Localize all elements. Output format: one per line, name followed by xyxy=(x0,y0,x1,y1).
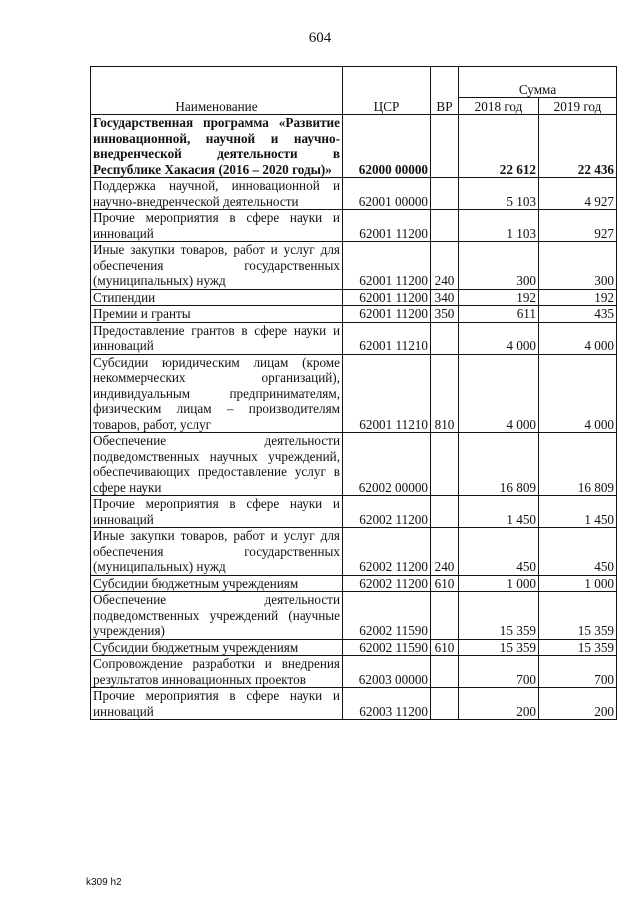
cell-2018: 200 xyxy=(459,688,539,720)
cell-vr: 350 xyxy=(431,306,459,323)
cell-2018: 4 000 xyxy=(459,354,539,433)
cell-csr: 62001 11200 xyxy=(343,242,431,290)
table-row xyxy=(91,639,617,656)
cell-csr: 62000 00000 xyxy=(343,115,431,178)
cell-name: Субсидии бюджетным учреждениям xyxy=(91,575,343,592)
cell-2019: 192 xyxy=(539,289,617,306)
header-year-2018: 2018 год xyxy=(459,98,539,115)
cell-2018: 1 000 xyxy=(459,575,539,592)
cell-csr: 62001 11200 xyxy=(343,289,431,306)
cell-vr: 240 xyxy=(431,528,459,576)
cell-2019: 1 450 xyxy=(539,496,617,528)
table-row xyxy=(91,115,617,178)
page-number: 604 xyxy=(308,30,332,46)
cell-vr xyxy=(431,210,459,242)
cell-csr: 62003 00000 xyxy=(343,656,431,688)
table-row xyxy=(91,433,617,496)
cell-name: Премии и гранты xyxy=(91,306,343,323)
cell-name: Прочие мероприятия в сфере науки и инноваций xyxy=(91,496,343,528)
cell-csr: 62002 11200 xyxy=(343,528,431,576)
cell-2019: 700 xyxy=(539,656,617,688)
table-row xyxy=(91,354,617,433)
table-row xyxy=(91,242,617,290)
cell-vr xyxy=(431,115,459,178)
cell-2018: 192 xyxy=(459,289,539,306)
header-sum: Сумма xyxy=(459,67,617,98)
cell-2019: 200 xyxy=(539,688,617,720)
table-row xyxy=(91,688,617,720)
cell-csr: 62001 11200 xyxy=(343,306,431,323)
budget-table xyxy=(90,66,617,720)
cell-vr: 810 xyxy=(431,354,459,433)
cell-csr: 62001 11210 xyxy=(343,322,431,354)
cell-name: Иные закупки товаров, работ и услуг для обеспечения государственных (муниципальных) нужд xyxy=(91,242,343,290)
cell-vr xyxy=(431,656,459,688)
cell-csr: 62002 00000 xyxy=(343,433,431,496)
cell-csr: 62002 11200 xyxy=(343,496,431,528)
cell-2018: 1 450 xyxy=(459,496,539,528)
cell-2019: 435 xyxy=(539,306,617,323)
cell-name: Поддержка научной, инновационной и научно-внедренческой деятельности xyxy=(91,178,343,210)
cell-name: Иные закупки товаров, работ и услуг для обеспечения государственных (муниципальных) нужд xyxy=(91,528,343,576)
table-row xyxy=(91,210,617,242)
cell-2018: 300 xyxy=(459,242,539,290)
cell-csr: 62003 11200 xyxy=(343,688,431,720)
cell-vr xyxy=(431,322,459,354)
cell-2018: 16 809 xyxy=(459,433,539,496)
cell-2018: 1 103 xyxy=(459,210,539,242)
table-row xyxy=(91,289,617,306)
cell-2019: 15 359 xyxy=(539,592,617,640)
header-vr: ВР xyxy=(431,67,459,115)
cell-2019: 450 xyxy=(539,528,617,576)
cell-name: Обеспечение деятельности подведомственных научных учреждений, обеспечивающих предоставление услуг в сфере науки xyxy=(91,433,343,496)
cell-name: Предоставление грантов в сфере науки и инноваций xyxy=(91,322,343,354)
table-row xyxy=(91,656,617,688)
footer-code: k309 h2 xyxy=(86,877,122,888)
header-csr: ЦСР xyxy=(343,67,431,115)
cell-2019: 1 000 xyxy=(539,575,617,592)
cell-vr: 610 xyxy=(431,639,459,656)
table-row xyxy=(91,306,617,323)
cell-2019: 4 000 xyxy=(539,354,617,433)
cell-name: Государственная программа «Развитие инновационной, научной и научно-внедренческой деятельности в Республике Хакасия (2016 – 2020 годы)» xyxy=(91,115,343,178)
cell-name: Стипендии xyxy=(91,289,343,306)
header-year-2019: 2019 год xyxy=(539,98,617,115)
cell-name: Субсидии юридическим лицам (кроме некоммерческих организаций), индивидуальным предпринимателям, физическим лицам – производителям товаров, работ, услуг xyxy=(91,354,343,433)
cell-name: Сопровождение разработки и внедрения результатов инновационных проектов xyxy=(91,656,343,688)
cell-2019: 4 000 xyxy=(539,322,617,354)
cell-csr: 62002 11590 xyxy=(343,592,431,640)
table-row xyxy=(91,178,617,210)
cell-2018: 700 xyxy=(459,656,539,688)
table-header xyxy=(91,67,617,115)
cell-2018: 15 359 xyxy=(459,639,539,656)
cell-vr: 240 xyxy=(431,242,459,290)
cell-name: Прочие мероприятия в сфере науки и инноваций xyxy=(91,688,343,720)
cell-vr: 610 xyxy=(431,575,459,592)
cell-csr: 62001 00000 xyxy=(343,178,431,210)
cell-2019: 16 809 xyxy=(539,433,617,496)
cell-csr: 62001 11210 xyxy=(343,354,431,433)
cell-2019: 300 xyxy=(539,242,617,290)
cell-2018: 15 359 xyxy=(459,592,539,640)
cell-2019: 927 xyxy=(539,210,617,242)
header-name: Наименование xyxy=(91,67,343,115)
cell-vr xyxy=(431,496,459,528)
cell-name: Прочие мероприятия в сфере науки и инноваций xyxy=(91,210,343,242)
cell-2018: 4 000 xyxy=(459,322,539,354)
cell-2019: 15 359 xyxy=(539,639,617,656)
table-row xyxy=(91,528,617,576)
cell-vr xyxy=(431,592,459,640)
table-row xyxy=(91,575,617,592)
cell-csr: 62002 11590 xyxy=(343,639,431,656)
cell-csr: 62001 11200 xyxy=(343,210,431,242)
cell-vr xyxy=(431,178,459,210)
cell-vr xyxy=(431,433,459,496)
cell-csr: 62002 11200 xyxy=(343,575,431,592)
cell-vr: 340 xyxy=(431,289,459,306)
table-row xyxy=(91,592,617,640)
cell-2018: 22 612 xyxy=(459,115,539,178)
table-row xyxy=(91,322,617,354)
cell-name: Обеспечение деятельности подведомственных учреждений (научные учреждения) xyxy=(91,592,343,640)
cell-2018: 450 xyxy=(459,528,539,576)
cell-name: Субсидии бюджетным учреждениям xyxy=(91,639,343,656)
table-row xyxy=(91,496,617,528)
cell-vr xyxy=(431,688,459,720)
table-body xyxy=(91,115,617,720)
cell-2018: 611 xyxy=(459,306,539,323)
cell-2019: 4 927 xyxy=(539,178,617,210)
cell-2018: 5 103 xyxy=(459,178,539,210)
cell-2019: 22 436 xyxy=(539,115,617,178)
